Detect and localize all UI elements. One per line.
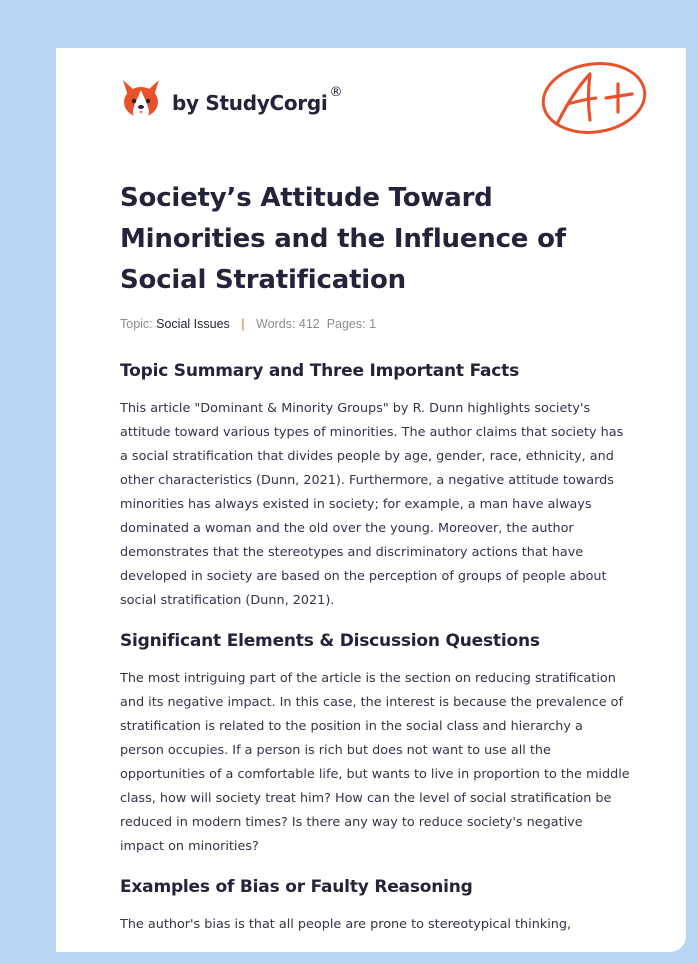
document-content — [120, 178, 630, 937]
header — [56, 48, 686, 158]
a-plus-grade-icon — [538, 58, 650, 138]
document-meta — [120, 317, 630, 331]
section-body: The most intriguing part of the article is the section on reducing stratification and its negative impact. In this case, the interest is because the prevalence of stratification is related to the position in the social class and hierarchy a person occupies. If a person is rich but does not want to use all the opportunities of a comfortable life, but wants to live in proportion to the middle class, how will society treat him? How can the level of social stratification be reduced in modern times? Is there any way to reduce society's negative impact on minorities? — [120, 671, 630, 854]
words-label: Words: — [256, 317, 296, 331]
meta-separator: | — [241, 317, 245, 331]
pages-label: Pages: — [326, 317, 366, 331]
section-heading: Topic Summary and Three Important Facts — [120, 361, 519, 381]
section-body: This article "Dominant & Minority Groups" by R. Dunn highlights society's attitude toward various types of minorities. The author claims that society has a social stratification that divides people by age, gender, race, ethnicity, and other characteristics (Dunn, 2021). Furthermore, a negative attitude towards minorities has always existed in society; for example, a man have always dominated a woman and the old over the young. Moreover, the author demonstrates that the stereotypes and discriminatory actions that have developed in society are based on the perception of groups of people about social stratification (Dunn, 2021). — [120, 401, 624, 608]
pages-value: 1 — [369, 317, 377, 331]
corgi-logo-icon — [120, 76, 162, 120]
topic-link[interactable]: Social Issues — [156, 317, 230, 331]
document-title: Society’s Attitude Toward Minorities and the Influence of Social Stratification — [120, 183, 566, 295]
words-value: 412 — [298, 317, 320, 331]
section-body: The author's bias is that all people are prone to stereotypical thinking, — [120, 917, 572, 932]
topic-label: Topic: — [120, 317, 153, 331]
document-page — [56, 48, 686, 952]
section-heading: Examples of Bias or Faulty Reasoning — [120, 877, 473, 897]
brand-name: by StudyCorgi ® — [172, 85, 343, 115]
section-heading: Significant Elements & Discussion Questions — [120, 631, 540, 651]
studycorgi-logo[interactable] — [120, 76, 342, 120]
